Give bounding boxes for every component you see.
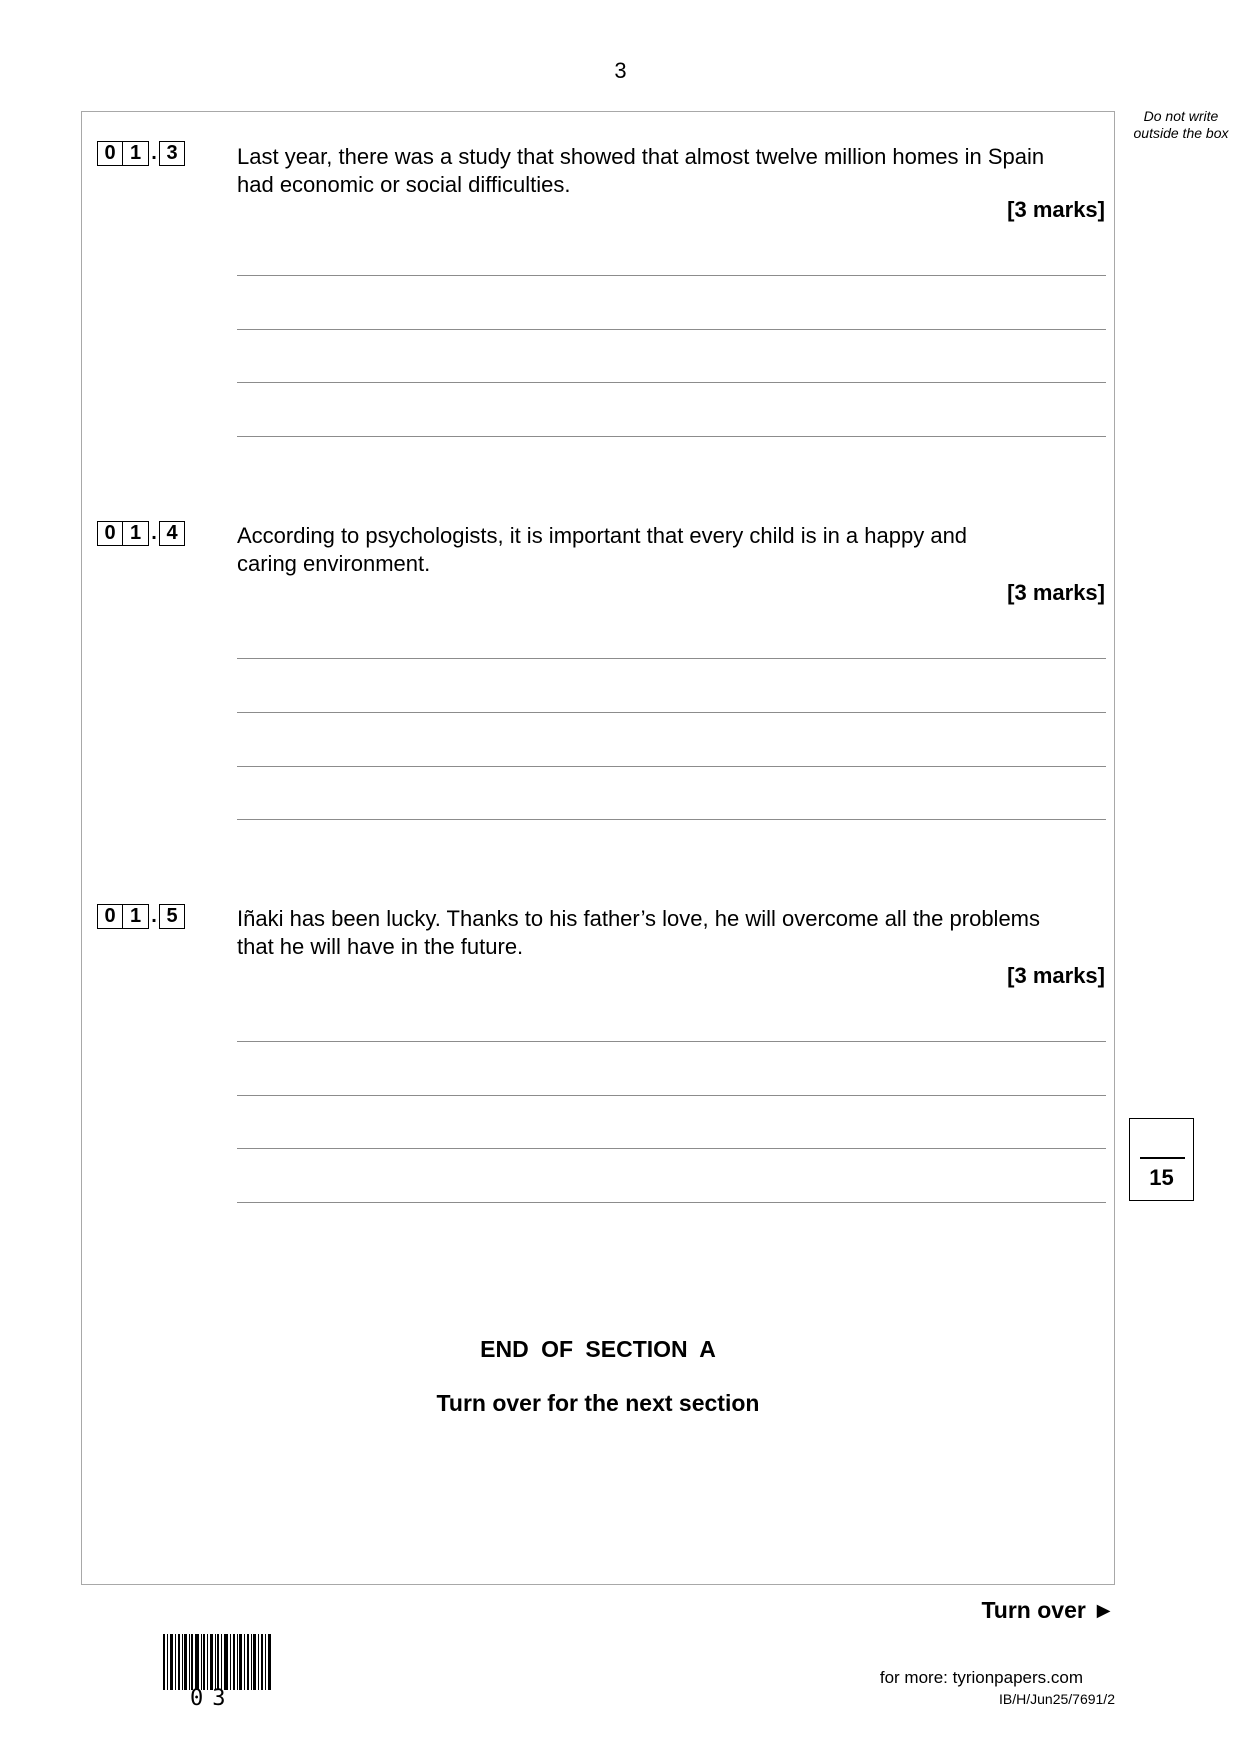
question-digit: 1 <box>123 141 149 166</box>
marks-label: [3 marks] <box>1007 580 1105 605</box>
section-end-heading: END OF SECTION A <box>480 1336 716 1362</box>
question-number-01-4 <box>97 520 185 547</box>
question-text <box>237 905 1097 961</box>
question-digit: 3 <box>159 141 185 166</box>
answer-line[interactable] <box>237 1095 1106 1096</box>
answer-line[interactable] <box>237 329 1106 330</box>
question-dot: . <box>151 522 157 544</box>
question-text <box>237 143 1097 199</box>
question-text-line: caring environment. <box>237 551 431 576</box>
question-text <box>237 522 1097 578</box>
answer-line[interactable] <box>237 436 1106 437</box>
page-number: 3 <box>614 58 627 83</box>
answer-line[interactable] <box>237 1041 1106 1042</box>
tally-total: 15 <box>1149 1165 1174 1190</box>
answer-line[interactable] <box>237 1148 1106 1149</box>
barcode-icon <box>163 1634 273 1690</box>
question-text-line: Iñaki has been lucky. Thanks to his father’s love, he will overcome all the problems <box>237 906 1040 931</box>
question-digit: 0 <box>97 141 123 166</box>
question-digit: 4 <box>159 521 185 546</box>
barcode-number: 03 <box>190 1686 235 1711</box>
question-text-line: had economic or social difficulties. <box>237 172 571 197</box>
question-dot: . <box>151 905 157 927</box>
marks-label: [3 marks] <box>1007 963 1105 988</box>
question-digit: 5 <box>159 904 185 929</box>
question-digit: 1 <box>123 521 149 546</box>
question-number-01-3 <box>97 140 185 167</box>
answer-line[interactable] <box>237 766 1106 767</box>
mark-tally-box <box>1129 1118 1194 1201</box>
question-text-line: that he will have in the future. <box>237 934 524 959</box>
tally-score-line[interactable] <box>1140 1157 1185 1159</box>
question-text-line: Last year, there was a study that showed that almost twelve million homes in Spain <box>237 144 1045 169</box>
answer-line[interactable] <box>237 658 1106 659</box>
margin-note: Do not write outside the box <box>1133 108 1229 141</box>
question-digit: 0 <box>97 521 123 546</box>
question-digit: 1 <box>123 904 149 929</box>
answer-line[interactable] <box>237 382 1106 383</box>
question-number-01-5 <box>97 903 185 930</box>
question-dot: . <box>151 142 157 164</box>
turn-over-label: Turn over ► <box>981 1597 1115 1623</box>
footer-website: for more: tyrionpapers.com <box>879 1668 1083 1687</box>
footer-reference: IB/H/Jun25/7691/2 <box>999 1691 1115 1707</box>
question-digit: 0 <box>97 904 123 929</box>
answer-box-border <box>81 111 1115 1585</box>
question-text-line: According to psychologists, it is important that every child is in a happy and <box>237 523 968 548</box>
answer-line[interactable] <box>237 1202 1106 1203</box>
answer-line[interactable] <box>237 712 1106 713</box>
answer-line[interactable] <box>237 819 1106 820</box>
turn-over-next-section: Turn over for the next section <box>436 1390 760 1416</box>
answer-line[interactable] <box>237 275 1106 276</box>
marks-label: [3 marks] <box>1007 197 1105 222</box>
